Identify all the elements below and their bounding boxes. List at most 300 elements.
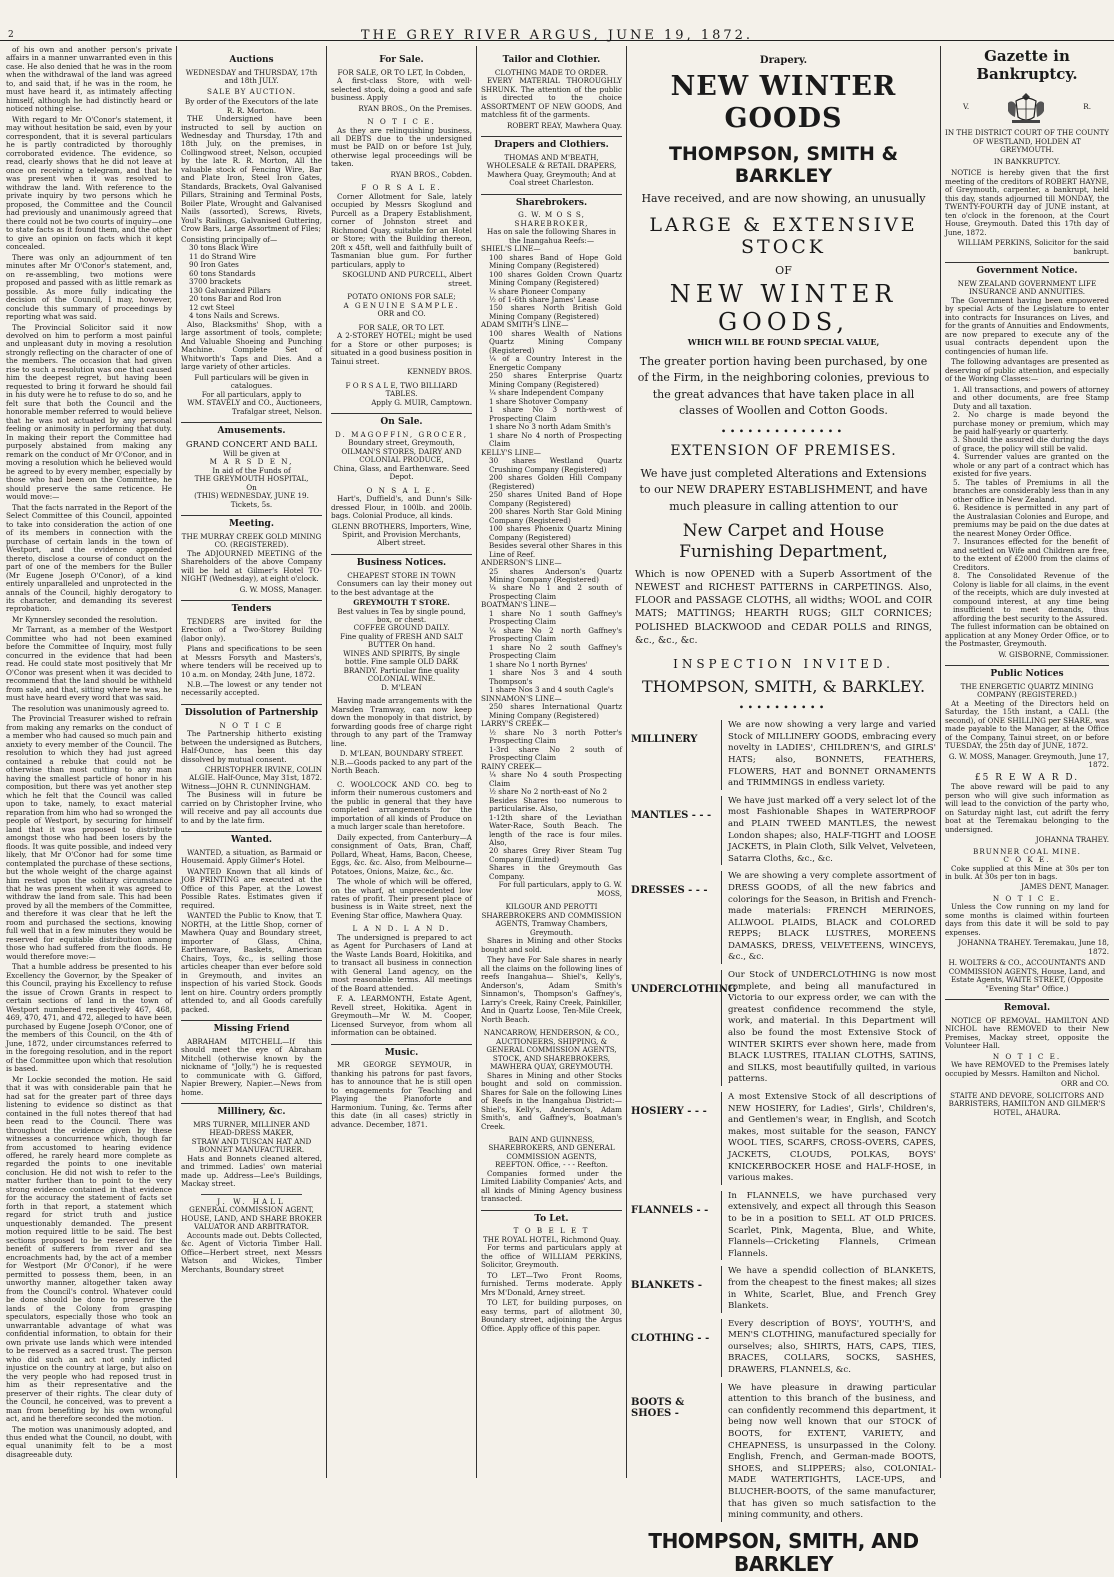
sale-signed: Apply G. MUIR, Camptown. bbox=[371, 397, 472, 407]
department-text: A most Extensive Stock of all descriptions of NEW HOSIERY, for Ladies', Girls', Children's, and Gentlemen's wear, in English, and Scotch makes, most suitable for the season, FANCY WOOL TIES, SCARFS, CROSS-OVERS, CAPES, JACKETS, CLOUDS, POLKAS, BOYS' KNICKERBOCKER HOSE and HALF-HOSE, in various makes. bbox=[721, 1092, 936, 1185]
cow-notice-signed: JOHANNA TRAHEY. Teremakau, June 18, 1872. bbox=[958, 938, 1109, 956]
grocer-goods: OILMAN'S STORES, DAIRY AND COLONIAL PRODUCE, bbox=[341, 446, 462, 465]
moss-intro: Has on sale the following Shares in the Inangahua Reefs:— bbox=[487, 227, 616, 245]
share-item: 30 shares Westland Quartz Crushing Company (Registered) bbox=[489, 456, 622, 474]
insurance-body: The following advantages are presented as deserving of public attention, and especially of the Working Classes:— bbox=[945, 357, 1109, 384]
share-item: 100 shares Golden Crown Quartz Mining Company (Registered) bbox=[489, 269, 622, 288]
carpet-paragraph: Which is now OPENED with a Superb Assortment of the NEWEST and RICHEST PATTERNS in CARPETINGS. Also, FLOOR and PASSAGE CLOTHS, all widths; WOOL and COIR MATS; MATTINGS; HEARTH RUGS; GILT CORNICES; POLISHED BLACKWOOD and CEDAR POLLS and RINGS, &c., &c., &c. bbox=[635, 568, 932, 647]
share-item: 1 share Nos 3 and 4 south Thompson's bbox=[489, 668, 622, 686]
column-council-report bbox=[6, 46, 172, 1478]
auction-ad bbox=[181, 69, 322, 416]
share-item: 200 shares Golden Hill Company (Registered) bbox=[489, 473, 622, 491]
wanted-ads bbox=[181, 849, 322, 1014]
section-heading-business: Business Notices. bbox=[331, 554, 472, 569]
auction-title: SALE BY AUCTION. bbox=[207, 86, 296, 96]
sale-title: FOR SALE, OR TO LET. bbox=[358, 322, 445, 332]
report-paragraph: Mr Lockie seconded the motion. He said that it was with considerable pain that he had sat for the greater part of three days listening to evidence so distinct as that contained in the full notes thereof that had been read to the Council. There was throughout the evidence given by these witnesses a concurrence which, though far from accustomed to hearing evidence offered, he rarely heard more complete as regarded the points to one inevitable conclusion. He did not wish to refer to the matter further than to point to the very strong evidence contained in that evidence for the accuracy the statement of facts set forth in that report, a statement which regard for strict truth and justice unquestionably demanded. The present motion required little to be said. The best sections proposed to be reserved for the benefit of sufferers from river and sea encroachments had, by the act of a member for Westport (Mr O'Conor), if he were permitted to possess them, been, in an unworthy manner, altogether taken away from the Council's control. Whatever could be done should be done to preserve the lands of the Colony from grasping speculators, especially those who took an unwarrantable advantage of what was confidential information, to obtain for their own private use lands which were intended to be reserved as a sacred trust. The person who did such an act not only inflicted injustice on the country at large, but also on the very people who had reposed trust in him as their representative and the preserver of their rights. The clear duty of the Council, he conceived, was to prevent a man from benefiting by his own wrongful act, and he therefore seconded the motion. bbox=[6, 1074, 172, 1424]
sale-signed: KENNEDY BROS. bbox=[407, 367, 472, 377]
wanted-ad: WANTED, a situation, as Barmaid or Housemaid. Apply Gilmer's Hotel. bbox=[181, 848, 322, 866]
tenders-body: Plans and specifications to be seen at Messrs Forsyth and Masters's, where tenders will be received up to 10 a.m. on Monday, 24th June, 1872. bbox=[181, 644, 322, 679]
advantage-item: 5. The tables of Premiums in all the branches are considerably less than in any other office in New Zealand. bbox=[953, 477, 1109, 504]
kilgour-body: They have For Sale shares in nearly all the claims on the following lines of reefs Inangahua— Shiel's, Kelly's, Anderson's, Adam Smith's Sinnamon's, Thompson's Gaffney's, Larry's Creek, Rainy Creek, Painkiller, And in Quartz Loose, Ten-Mile Creek, North Beach. bbox=[481, 955, 622, 1024]
share-item: 20 shares Grey River Steam Tug Company (Limited) bbox=[489, 846, 622, 864]
carpet-department: New Carpet and House Furnishing Department, bbox=[679, 521, 888, 562]
share-item: ½ of 1-6th share James' Lease bbox=[489, 295, 599, 304]
newspaper-title: THE GREY RIVER ARGUS, JUNE 19, 1872. bbox=[360, 28, 754, 43]
department-row bbox=[631, 871, 936, 964]
department-text: We have pleasure in drawing particular attention to this branch of the business, and can confidently recommend this department, it being now well known that our STOCK of BOOTS, for EXTENT, VARIETY, and CHEAPNESS, is unsurpassed in the Colony. English, French, and German-made BOOTS, SHOES, and SLIPPERS; also, COLONIAL-MADE WATERTIGHTS, LACE-UPS, and BLUCHER-BOOTS, of the same manufacturer, that has given so much satisfaction to the mining community, and others. bbox=[721, 1383, 936, 1522]
to-let-ad: TO LET—Two Front Rooms, furnished. Terms moderate. Apply Mrs M'Donald, Arney street. bbox=[481, 1270, 622, 1297]
firm-name-2: THOMPSON, SMITH, & BARKLEY. bbox=[641, 676, 926, 696]
wolters-ad: H. WOLTERS & CO., ACCOUNTANTS AND COMMISSION AGENTS, House, Land, and Estate Agents, WAITE STREET, (Opposite "Evening Star" Office.) bbox=[948, 958, 1106, 993]
dissolution-witness: Witness—JOHN R. CUNNINGHAM. bbox=[181, 781, 311, 791]
notice-signed: RYAN BROS., Cobden. bbox=[390, 169, 472, 179]
section-heading-government: Government Notice. bbox=[945, 262, 1109, 277]
department-label: MANTLES - - - bbox=[631, 809, 712, 821]
column-rule bbox=[940, 46, 941, 1478]
section-heading-auctions: Auctions bbox=[229, 55, 274, 65]
section-heading-amusements: Amusements. bbox=[181, 422, 322, 437]
column-rule bbox=[326, 46, 327, 1478]
department-label: MILLINERY bbox=[631, 734, 698, 746]
section-heading-wanted: Wanted. bbox=[181, 831, 322, 846]
crest-letter: R. bbox=[1083, 102, 1091, 112]
share-item: 250 shares United Band of Hope Company (Registered) bbox=[489, 490, 622, 508]
sale-ad bbox=[331, 324, 472, 377]
store-body: Consumers can lay their money out to the best advantage at the bbox=[331, 579, 472, 597]
sale-title: POTATO ONIONS FOR SALE; bbox=[347, 292, 456, 302]
intro-line: Have received, and are now showing, an unusually bbox=[641, 192, 926, 206]
tailor-signed: ROBERT REAY, Mawhera Quay. bbox=[506, 120, 622, 130]
section-heading-to-let: To Let. bbox=[481, 1210, 622, 1225]
energetic-body: At a Meeting of the Directors held on Saturday, the 15th instant, a CALL (the second), of ONE SHILLING per SHARE, was made payable to the Manager, at the Office of the Company, Tainui street, on or before TUESDAY, the 25th day of JUNE, 1872. bbox=[945, 698, 1109, 751]
column-drapery bbox=[631, 46, 936, 1577]
special-value-line: WHICH WILL BE FOUND SPECIAL VALUE, bbox=[687, 337, 880, 348]
column-gazette bbox=[945, 46, 1109, 1478]
share-item: 1 share No 3 north Adam Smith's bbox=[489, 422, 611, 432]
court-name: IN THE DISTRICT COURT OF THE COUNTY OF WESTLAND, HOLDEN AT GREYMOUTH. bbox=[945, 128, 1110, 155]
meeting-ad bbox=[181, 533, 322, 594]
department-listing bbox=[631, 720, 936, 1522]
divider bbox=[201, 1194, 302, 1195]
dissolution-signed: CHRISTOPHER IRVINE, COLIN ALGIE. Half-Ounce, May 31st, 1872. bbox=[189, 765, 322, 783]
share-line-title: BOATMAN'S LINE— bbox=[481, 600, 557, 610]
flour-ad bbox=[331, 487, 472, 548]
advantage-item: 2. No charge is made beyond the purchase money or premium, which may be paid half-yearly or quarterly. bbox=[953, 410, 1109, 436]
bain-body: Companies formed under the Limited Liability Companies' Acts, and all kinds of Mining Agency business transacted. bbox=[481, 1168, 622, 1204]
insurance-body: The fullest information can be obtained on application at any Money Order Office, or to the Postmaster, Greymouth. bbox=[945, 622, 1109, 649]
department-text: We have just marked off a very select lot of the most Fashionable Shapes in WATERPROOF and PLAIN TWEED MANTLES, the newest London shapes; also, HALF-TIGHT and LOOSE JACKETS, in Plain Cloth, Silk Velvet, Velveteen, Satarra Cloths, &c., &c. bbox=[721, 796, 936, 866]
music-ad: MR GEORGE SEYMOUR, in thanking his patrons for past favors, has to announce that he is still open to engagements for Teaching and Playing the Pianoforte and Harmonium. Tuning, &c. Terms after this date (in all cases) strictly in advance. December, 1871. bbox=[331, 1060, 472, 1129]
share-line-title: LARRY'S CREEK— bbox=[481, 719, 550, 729]
nancarrow-name: NANCARROW, HENDERSON, & CO., AUCTIONEERS, SHIPPING, & GENERAL COMMISSION AGENTS, STOCK, AND SHAREBROKERS, bbox=[483, 1028, 620, 1063]
department-text: Every description of BOYS', YOUTH'S, and MEN'S CLOTHING, manufactured specially for ourselves; also, SHIRTS, HATS, CAPS, TIES, BRACES, COLLARS, SOCKS, SASHES, DRAWERS, FLANNELS, &c. bbox=[721, 1319, 936, 1377]
to-let-body: For terms and particulars apply at the office of WILLIAM PERKINS, Solicitor, Greymouth. bbox=[481, 1243, 622, 1270]
department-row bbox=[631, 1191, 936, 1261]
share-item: Shares in the Greymouth Gas Company. bbox=[489, 863, 622, 881]
missing-friend-ad: ABRAHAM MITCHELL—If this should meet the eye of Abraham Mitchell (otherwise known by the nickname of "Jolly,") he is requested to communicate with G. Gifford, Napier Brewery, Napier.—News from home. bbox=[181, 1036, 322, 1097]
extension-paragraph: We have just completed Alterations and Extensions to our NEW DRAPERY ESTABLISHMENT, and have much pleasure in calling attention to our bbox=[639, 466, 928, 513]
department-label: BOOTS & SHOES - bbox=[631, 1396, 685, 1420]
share-item: ¼ share No 2 north Gaffney's Prospecting Claim bbox=[489, 625, 622, 644]
grocer-ad bbox=[331, 431, 472, 482]
department-text: Our Stock of UNDERCLOTHING is now most complete, and being all manufactured in Victoria to our express order, we can with the greatest confidence recommend the style, work, and material. In this Department will also be found the most Extensive Stock of WINTER SKIRTS ever shown here, made from BLACK LUSTRES, ITALIAN CLOTHS, SATINS, and SILKS, most beautifully quilted, in various patterns. bbox=[721, 970, 936, 1086]
auction-item: 60 tons Standards bbox=[189, 268, 256, 278]
notice-title: N O T I C E. bbox=[367, 117, 436, 127]
advantage-item: 1. All transactions, and powers of attorney and other documents, are free Stamp Duty and all taxation. bbox=[953, 384, 1109, 411]
bain-ad bbox=[481, 1136, 622, 1204]
share-item: 1 share No 1 north Byrnes' bbox=[489, 659, 588, 669]
share-item: 1-12th share of the Leviathan Water-Race, South Beach. The length of the race is four miles. Also, bbox=[489, 812, 622, 847]
tailor-ad bbox=[481, 69, 622, 130]
auction-item: 11 do Strand Wire bbox=[189, 251, 256, 261]
department-text: We are now showing a very large and varied Stock of MILLINERY GOODS, embracing every novelty in LADIES', CHILDREN'S, and GIRLS' HATS; also, BONNETS, FEATHERS, FLOWERS, HAT and BONNET ORNAMENTS and TRIMMINGS in endless variety. bbox=[721, 720, 936, 790]
ornament: ∙∙∙∙∙∙∙∙∙∙∙∙∙∙ bbox=[721, 425, 846, 437]
section-heading-tenders: Tenders bbox=[181, 600, 322, 615]
sale-title: F O R S A L E. bbox=[361, 183, 442, 193]
headline-new-winter-goods-2: NEW WINTER GOODS, bbox=[669, 279, 898, 336]
bankruptcy-notice bbox=[945, 129, 1109, 256]
section-heading-dissolution: Dissolution of Partnership bbox=[181, 704, 322, 719]
sale-body: A first-class Store, with well-selected stock, doing a good and safe business. Apply bbox=[331, 76, 472, 103]
wanted-ad: WANTED the Public to Know, that T. NORTH, at the Little Shop, corner of Mawhera Quay and Boundary street, importer of Glass, China, Earthenware, Baskets, American Chairs, Toys, &c., is selling those articles cheaper than ever before sold in Greymouth, and invites an inspection of his varied Stock. Goods lent on hire. Country orders promptly attended to, and all Goods carefully packed. bbox=[181, 911, 322, 1014]
concert-ad bbox=[181, 440, 322, 509]
notice-body: As they are relinquishing business, all DEBTS due to the undersigned must be PAID on or before 1st July, otherwise legal proceedings will be taken. bbox=[331, 125, 472, 169]
notice-title: N O T I C E. bbox=[992, 893, 1062, 903]
share-item: ¼ share Pioneer Company bbox=[489, 286, 586, 296]
page-number: 2 bbox=[8, 30, 14, 40]
concert-venue: M A R S D E N, bbox=[209, 457, 294, 467]
removal-body: We have REMOVED to the Premises lately occupied by Messrs. Hamilton and Nichol. bbox=[945, 1060, 1109, 1078]
share-item: 1 share No 3 north-west of Prospecting Claim bbox=[489, 405, 622, 423]
government-notice bbox=[945, 280, 1109, 659]
share-item: 250 shares Enterprise Quartz Mining Company (Registered) bbox=[489, 371, 622, 389]
woolcock-body: The whole of which will be offered, on the wharf, at unprecedented low rates of profit. Their present place of business is in Waite street, next the Evening Star office, Mawhera Quay. bbox=[331, 877, 472, 920]
department-label: HOSIERY - - - bbox=[631, 1106, 707, 1117]
drapers-name: THOMAS AND M'BEATH, WHOLESALE & RETAIL DRAPERS, bbox=[486, 152, 617, 171]
sale-body: Hart's, Duffield's, and Dunn's Silk-dressed Flour, in 100lb. and 200lb. bags. Colonial Produce, all kinds. bbox=[331, 494, 472, 521]
milliner-trade: STRAW AND TUSCAN HAT AND BONNET MANUFACTURER. bbox=[191, 1136, 312, 1155]
share-item: 1 share No 1 south Gaffney's Prospecting Claim bbox=[489, 608, 622, 627]
auction-apply: For all particulars, apply to bbox=[201, 389, 302, 399]
column-for-sale bbox=[331, 46, 472, 1478]
sale-signed: RYAN BROS., On the Premises. bbox=[358, 103, 472, 113]
concert-tickets: Tickets, 5s. bbox=[230, 499, 273, 509]
tenders-ad bbox=[181, 618, 322, 698]
footer-firm-name: THOMPSON, SMITH, AND BARKLEY bbox=[648, 1528, 919, 1577]
sale-ad bbox=[331, 184, 472, 288]
department-row bbox=[631, 1092, 936, 1185]
bankruptcy-signed: WILLIAM PERKINS, Solicitor for the said bankrupt. bbox=[957, 238, 1109, 256]
advantage-item: 7. Insurances effected for the benefit of and settled on Wife and Children are free, to the extent of £2000 from the claims of Creditors. bbox=[953, 537, 1109, 572]
share-line-title: ANDERSON'S LINE— bbox=[481, 558, 562, 568]
section-heading-millinery: Millinery, &c. bbox=[181, 1103, 322, 1118]
column-auctions bbox=[181, 46, 322, 1478]
section-heading-drapery: Drapery. bbox=[759, 55, 808, 66]
to-let-ad: TO LET, for building purposes, on easy terms, part of allotment 30, Boundary street, adjoining the Argus Office. Apply office of this paper. bbox=[481, 1298, 622, 1333]
masthead bbox=[0, 0, 1114, 41]
t-store-ad bbox=[331, 572, 472, 693]
dissolution-body: The Partnership hitherto existing between the undersigned as Butchers, Half-Ounce, has been this day dissolved by mutual consent. bbox=[181, 729, 322, 764]
kilgour-ad bbox=[481, 903, 622, 1024]
sale-signed: ORR and CO. bbox=[377, 309, 426, 319]
report-paragraph: The Provincial Solicitor said it now devolved on him to perform a most painful and unpleasant duty in moving a resolution strongly reflecting on the character of one of the members. The occasion that had given rise to such a resolution was one that caused him the deepest regret, but having been requested to bring it forward he should fail in his duty were he to refuse to do so, and he felt sure that both the Council and the honorable member referred to would believe that he was not actuated by any personal feeling or animosity in performing that duty. In making their report the Committee had purposely abstained from making any remark on the conduct of Mr O'Conor, and in moving a resolution which he believed would be agreed to by every member, especially by those who had been on the Committee, he should preserve the same reticence. He would move:— bbox=[6, 322, 172, 502]
land-ad bbox=[331, 925, 472, 1037]
advantage-item: 3. Should the assured die during the days of grace, the policy will still be valid. bbox=[953, 435, 1109, 453]
share-line-items bbox=[481, 771, 622, 881]
tailor-title: CLOTHING MADE TO ORDER. bbox=[494, 67, 609, 77]
auction-items bbox=[181, 244, 322, 320]
potato-ad bbox=[331, 293, 472, 318]
reward-title: £5 R E W A R D. bbox=[974, 772, 1080, 783]
section-heading-meeting: Meeting. bbox=[181, 515, 322, 530]
department-row bbox=[631, 1319, 936, 1377]
reward-signed: JOHANNA TRAHEY. bbox=[1035, 835, 1109, 845]
store-line: Best values in Tea by single pound, box, or chest. bbox=[337, 606, 466, 624]
auction-body: THE Undersigned have been instructed to sell by auction on Wednesday and Thursday, 17th and 18th July, on the premises, in Collingwood street, Nelson, occupied by the late R. R. Morton, All the valuable stock of Fencing Wire, Bar and Plate Iron, Steel Iron Gates, Standards, Brackets, Oval Galvanised Pillars, Straining and Terminal Posts, Boiler Plate, Wrought and Galvanised Nails (assorted), Screws, Rivets, Youl's Railings, Galvanised Guttering, Crow Bars, Large Assortment of Files; bbox=[181, 114, 322, 234]
grocer-address: Boundary street, Greymouth, bbox=[348, 438, 455, 448]
coal-mine-title: BRUNNER COAL MINE. bbox=[973, 846, 1081, 856]
column-rule bbox=[626, 46, 627, 1478]
share-item: 1 share No 2 south Gaffney's Prospecting Claim bbox=[489, 642, 622, 661]
insurance-signed: W. GISBORNE, Commissioner. bbox=[998, 649, 1109, 659]
energetic-title: THE ENERGETIC QUARTZ MINING COMPANY (REGISTERED.) bbox=[960, 681, 1094, 700]
auction-order: By order of the Executors of the late R. R. Morton. bbox=[184, 97, 319, 115]
energetic-signed: G. W. MOSS, Manager. Greymouth, June 17, 1872. bbox=[948, 751, 1109, 770]
share-line-title: SINNAMON'S LINE— bbox=[481, 693, 562, 703]
share-item: 100 shares Band of Hope Gold Mining Company (Registered) bbox=[489, 252, 622, 271]
auction-item: 12 cwt Steel bbox=[189, 302, 235, 312]
report-paragraph: That the facts narrated in the Report of the Select Committee of this Council, appointed to take into consideration the action of one of its members in connection with the purchase of certain lands in the town of Westport, and the evidence appended thereto, disclose a course of conduct on the part of one of the members for the Buller (Mr Eugene Joseph O'Conor), of a kind entirely unparalleled and unprotected in the annals of the Council, highly derogatory to its character, and demanding its severest reprobation. bbox=[6, 502, 172, 614]
share-line-title: RAINY CREEK— bbox=[481, 761, 542, 771]
auction-item: 20 tons Bar and Rod Iron bbox=[189, 294, 282, 304]
section-heading-tailor: Tailor and Clothier. bbox=[502, 55, 601, 65]
sale-signed: GLENN BROTHERS, Importers, Wine, Spirit, and Provision Merchants, Albert street. bbox=[331, 521, 472, 548]
moss-name: G. W. M O S S, SHAREBROKER, bbox=[514, 210, 589, 228]
report-paragraph: With regard to Mr O'Conor's statement, it may without hesitation be said, even by your correspondent, that it is several particulars he is partly contradicted by thoroughly corroborated evidence. The evidence, so read, clearly shows that he did not leave at once on receiving a telegram, and that he was present when it was resolved to withdraw the land. With reference to the private inquiry by two persons which he proposed, the Committee and the Council had previously and unanimously agreed that there could not be two courts of inquiry—one to state facts as it found them, and the other to give an opinion on facts which it kept concealed. bbox=[6, 114, 172, 252]
concert-beneficiary: THE GREYMOUTH HOSPITAL, bbox=[194, 474, 309, 484]
sale-body: A 2-STOREY HOTEL; might be used for a Store or other purposes; is situated in a good business position in Tainui street. bbox=[331, 331, 472, 366]
land-title: L A N D. L A N D. bbox=[352, 924, 451, 934]
sale-ad bbox=[331, 69, 472, 113]
share-item: 100 shares Wealth of Nations Quartz Mining Company (Registered) bbox=[489, 328, 622, 355]
report-paragraph: The motion was unanimously adopted, and thus ended what the Council, no doubt, with equal unanimity felt to be a most disagreeable duty. bbox=[6, 1424, 172, 1459]
advantage-item: 8. The Consolidated Revenue of the Colony is liable for all claims, in the event of the receipts, which are duly invested at compound interest, at any time being insufficient to meet demands, thus affording the best security to the Assured. bbox=[953, 571, 1109, 623]
bain-address: REEFTON. Office, - - - Reefton. bbox=[495, 1160, 608, 1170]
insurance-title: NEW ZEALAND GOVERNMENT LIFE INSURANCE AND ANNUITIES. bbox=[957, 278, 1097, 297]
notice-title: N O T I C E. bbox=[992, 1051, 1062, 1061]
auction-consisting: Consisting principally of— bbox=[181, 234, 278, 244]
nancarrow-body: Shares in Mining and other Stocks bought and sold on commission. Shares for Sale on the following Lines of Reefs in the Inangahua District:—Shiel's, Kelly's, Anderson's, Adam Smith's, and Gaffney's, Boatman's Creek. bbox=[481, 1070, 622, 1131]
royal-crest bbox=[945, 85, 1109, 129]
of-line: OF bbox=[775, 263, 792, 277]
department-label: DRESSES - - - bbox=[631, 885, 708, 897]
sale-title: FOR SALE, OR TO LET, In Cobden, bbox=[337, 67, 466, 77]
department-text: We are showing a very complete assortment of DRESS GOODS, of all the new fabrics and colorings for the Season, in British and French-made materials: FRENCH MERINOES, ALLWOOL PLAIDS, BLACK and COLORED REPPS; BLACK LUSTRES, MOREENS DAMASKS, DRESS, VELVETEENS, WINCEYS, &c., &c. bbox=[721, 871, 936, 964]
woolcock-ad bbox=[331, 781, 472, 921]
report-paragraph: Mr Tarrant, as a member of the Westport Committee who had not been examined before the Committee of Inquiry, most fully concurred in the evidence that had been read. He could state most positively that Mr O'Conor was present when it was decided to recommend that the land should be withheld from sale, and that, sitting where he was, he must have heard every word that was said. bbox=[6, 625, 172, 703]
crest-icon bbox=[1004, 89, 1048, 125]
concert-line: Will be given at bbox=[223, 448, 280, 458]
store-line: WINES AND SPIRITS, By single bottle. Fine sample OLD DARK BRANDY. Particular fine quality COLONIAL WINE. bbox=[343, 648, 460, 684]
milliner-body: Hats and Bonnets cleaned altered, and trimmed. Ladies' own material made up. Address—Lee's Buildings, Mackay street. bbox=[181, 1153, 322, 1189]
concert-date: (THIS) WEDNESDAY, JUNE 19. bbox=[194, 491, 309, 501]
auction-full: Full particulars will be given in catalogues. bbox=[194, 372, 309, 391]
notice-ad bbox=[331, 118, 472, 179]
share-line-title: KELLY'S LINE— bbox=[481, 447, 541, 457]
section-heading-sharebrokers: Sharebrokers. bbox=[481, 194, 622, 209]
bain-name: BAIN AND GUINNESS, SHAREBROKERS, AND GENERAL COMMISSION AGENTS, bbox=[488, 1134, 615, 1161]
share-item: 1 share No 4 north of Prospecting Claim bbox=[489, 430, 622, 449]
dissolution-ad bbox=[181, 722, 322, 826]
sale-body: A GENUINE SAMPLE. bbox=[343, 300, 460, 310]
share-line-items bbox=[481, 254, 622, 322]
store-line: COFFEE GROUND DAILY. bbox=[353, 623, 450, 633]
store-signed: D. M'LEAN bbox=[381, 682, 422, 692]
report-paragraph: The resolution was unanimously agreed to. bbox=[12, 703, 170, 713]
section-heading-drapers: Drapers and Clothiers. bbox=[481, 136, 622, 151]
extension-heading: EXTENSION OF PREMISES. bbox=[670, 443, 897, 460]
share-item: 250 shares International Quartz Mining Company (Registered) bbox=[489, 702, 622, 720]
auction-item: 30 tons Black Wire bbox=[189, 243, 259, 253]
share-item: ¼ share No 1 and 2 south of Prospecting Claim bbox=[489, 583, 622, 601]
sale-body: Corner Allotment for Sale, lately occupied by Messrs Skoglund and Purcell as a Drapery Establishment, corner of Johnston street and Richmond Quay, suitable for an Hotel or Store; with the Building thereon, 20ft x 45ft, well and faithfully built of Tasmanian blue gum. For further particulars, apply to bbox=[331, 191, 472, 269]
column-sharebrokers bbox=[481, 46, 622, 1478]
stock-line: LARGE & EXTENSIVE STOCK bbox=[649, 213, 918, 259]
firm-name: THOMPSON, SMITH & BARKLEY bbox=[668, 142, 899, 187]
share-item: 150 shares North British Gold Mining Company (Registered) bbox=[489, 303, 622, 321]
tramway-note: N.B.—Goods packed to any part of the North Beach. bbox=[331, 757, 472, 776]
advantage-item: 6. Residence is permitted in any part of the Australasian Colonies and Europe, and premiums may be paid on the due dates at the nearest Money Order Office. bbox=[953, 503, 1109, 538]
auction-item: 3700 brackets bbox=[189, 277, 242, 287]
solicitors-ad: STAITE AND DEVORE, SOLICITORS AND BARRISTERS, HAMILTON AND GILMER'S HOTEL, AHAURA. bbox=[948, 1090, 1106, 1117]
ornament: ∙∙∙∙∙∙∙∙∙∙ bbox=[738, 702, 829, 714]
grocer-name: D. MAGOFFIN, GROCER, bbox=[335, 429, 468, 439]
share-line-title: ADAM SMITH'S LINE— bbox=[481, 320, 569, 330]
tenders-body: TENDERS are invited for the Erection of a Two-Storey Building (labor only). bbox=[181, 616, 322, 643]
sale-signed: SKOGLUND AND PURCELL, Albert street. bbox=[342, 270, 472, 288]
insurance-advantages bbox=[945, 386, 1109, 624]
share-item: ½ share No 2 north-east of No 2 bbox=[489, 787, 608, 797]
tramway-body: Having made arrangements with the Marsden Tramway, can now keep down the monopoly in that district, by forwarding goods free of charge right through to any part of the Tramway line. bbox=[331, 696, 472, 748]
department-row bbox=[631, 796, 936, 866]
share-line-items bbox=[481, 610, 622, 695]
share-item: 1 share Shotover Company bbox=[489, 396, 588, 406]
public-notices bbox=[945, 683, 1109, 994]
headline-new-winter-goods: NEW WINTER GOODS bbox=[670, 70, 897, 134]
removal-signed: ORR and CO. bbox=[1060, 1079, 1109, 1089]
section-heading-for-sale: For Sale. bbox=[379, 55, 424, 65]
report-paragraph: of his own and another person's private affairs in a manner unwarranted even in this case. He also denied that he was in the room when the withdrawal of the land was agreed to, and said that, if he was in the room, he must have heard it, as intimately affecting himself, although he had distinctly heard or noticed nothing else. bbox=[6, 45, 172, 114]
share-item: 100 shares Phoenix Quartz Mining Company (Registered) bbox=[489, 524, 622, 542]
section-heading-on-sale: On Sale. bbox=[331, 413, 472, 428]
section-heading-music: Music. bbox=[331, 1044, 472, 1059]
share-line-items bbox=[481, 330, 622, 449]
department-text: We have a spendid collection of BLANKETS, from the cheapest to the finest makes; all sizes in White, Scarlet, Blue, and French Grey Blankets. bbox=[721, 1266, 936, 1312]
coke-signed: JAMES DENT, Manager. bbox=[1021, 882, 1109, 892]
millinery-ad bbox=[181, 1121, 322, 1189]
hall-ad bbox=[181, 1198, 322, 1274]
report-paragraph: There was only an adjournment of ten minutes after Mr O'Conor's statement, and, on re-assembling, two motions were proposed and passed with as little remark as possible. As more fully indicating the decision of the Council, I may, however, conclude this summary of proceedings by reporting what was said. bbox=[6, 252, 172, 322]
department-row bbox=[631, 720, 936, 790]
section-heading-public-notices: Public Notices bbox=[945, 665, 1109, 680]
auction-item: 130 Galvanized Pillars bbox=[189, 285, 271, 295]
nancarrow-address: MAWHERA QUAY, GREYMOUTH. bbox=[490, 1062, 613, 1072]
share-item: ¼ share No 4 south Prospecting Claim bbox=[489, 770, 622, 788]
department-text: In FLANNELS, we have purchased very extensively, and expect all through this Season to be in a position to SELL AT OLD PRICES. Scarlet, Pink, Magenta, Blue, and White, Flannels—Cricketing Flannels, Crimean Flannels. bbox=[721, 1191, 936, 1261]
share-item: 200 shares North Star Gold Mining Company (Registered) bbox=[489, 507, 622, 525]
department-label: CLOTHING - - bbox=[631, 1332, 710, 1344]
department-row bbox=[631, 1383, 936, 1522]
report-paragraph: The Provincial Treasurer wished to refrain from making any remarks on the conduct of a member who had caused so much pain and anxiety to every member of the Council. The resolution to which they had just agreed contained a rebuke that could not be otherwise than most cutting to any man having the smallest particle of honor in his composition, but there was yet another step which he felt that the Council was called upon to take, namely, to exact material reparation from him who had so wronged the people of Westport, by securing for himself land that it was proposed to distribute amongst those who had been losers by the floods. It was quite possible, and indeed very likely, that Mr O'Conor had for some time contemplated the purchase of these sections, but the whole weight of the charge against him rested upon the solitary circumstance that he was present when it was agreed to withdraw the land from sale. This had been proved by all the members of the Committee, and therefore it was clear that he left the room and purchased the sections, knowing full well that in a few minutes they would be reserved for equitable distribution among those who had suffered from the floods. He would therefore move:— bbox=[6, 714, 172, 961]
tramway-ad bbox=[331, 697, 472, 775]
auction-item: 90 Iron Gates bbox=[189, 260, 239, 270]
share-item: 1 share Nos 3 and 4 south Cagle's bbox=[489, 685, 614, 695]
tenders-note: N.B.—The lowest or any tender not necessarily accepted. bbox=[181, 680, 322, 698]
report-paragraph: Mr Kynnersley seconded the resolution. bbox=[12, 614, 158, 624]
sale-title: O N S A L E. bbox=[366, 485, 437, 495]
dissolution-note: The Business will in future be carried on by Christopher Irvine, who will receive and pay all accounts due to and by the late firm. bbox=[181, 790, 322, 825]
coke-body: Coke supplied at this Mine at 30s per ton in bulk. At 30s per ton in bags. bbox=[945, 863, 1109, 881]
purchase-paragraph: The greater portion having been purchased, by one of the Firm, in the neighboring colonies, previous to the great advances that have taken place in all classes of Woollen and Cotton Goods. bbox=[637, 354, 930, 418]
woolcock-body: C. WOOLCOCK AND CO. beg to inform their numerous customers and the public in general that they have completed arrangements for the importation of all kinds of Produce on a much larger scale than heretofore. bbox=[331, 779, 472, 832]
notice-title: N O T I C E bbox=[219, 720, 284, 730]
to-let-hotel: THE ROYAL HOTEL, Richmond Quay. bbox=[482, 1234, 621, 1244]
column-rule bbox=[176, 46, 177, 1478]
department-row bbox=[631, 1266, 936, 1312]
drapers-address: Mawhera Quay, Greymouth; And at Coal street Charleston. bbox=[487, 169, 616, 188]
report-paragraph: That a humble address be presented to his Excellency the Governor, by the Speaker of this Council, praying his Excellency to refuse the issue of Crown Grants in respect to certain sections of land in the town of Westport numbered respectively 467, 468, 469, 470, 471, and 472, alleged to have been purchased by Eugene Joseph O'Conor, one of the members of this Council, on the 4th of June, 1872, under circumstances referred to in the foregoing resolution, and in the report of the Committee upon which that resolution is based. bbox=[6, 962, 172, 1074]
department-label: FLANNELS - - bbox=[631, 1204, 709, 1216]
store-line: Fine quality of FRESH AND SALT BUTTER On hand. bbox=[340, 631, 463, 650]
concert-line: On bbox=[246, 482, 257, 492]
share-item: ½ share No 3 north Potter's Prospecting Claim bbox=[489, 727, 622, 746]
store-name: GREYMOUTH T STORE. bbox=[353, 598, 450, 608]
share-line-items bbox=[481, 568, 622, 602]
auction-date: WEDNESDAY and THURSDAY, 17th and 18th JULY. bbox=[185, 67, 318, 86]
moss-ad bbox=[481, 211, 622, 898]
hall-name: J. W. HALL bbox=[217, 1196, 286, 1206]
bankruptcy-title: IN BANKRUPTCY. bbox=[993, 156, 1061, 166]
share-item: ¼ of a Country Interest in the Energetic Company bbox=[489, 354, 622, 372]
department-label: BLANKETS - bbox=[631, 1280, 702, 1292]
milliner-name: MRS TURNER, MILLINER AND HEAD-DRESS MAKER, bbox=[193, 1119, 310, 1138]
to-let-title: T O B E L E T bbox=[513, 1226, 590, 1236]
bankruptcy-body: NOTICE is hereby given that the first meeting of the creditors of ROBERT HAYNE, of Greymouth, carpenter, a bankrupt, held this day, stands adjourned till MONDAY, the TWENTY-FOURTH day of JUNE instant, at ten o'clock in the forenoon, at the Court House, Greymouth. Dated this 17th day of June, 1872. bbox=[945, 168, 1109, 237]
reward-body: The above reward will be paid to any person who will give such information as will lead to the conviction of the party who, on Saturday night last, cut adrift the ferry boat at the Teremakau belonging to the undersigned. bbox=[945, 782, 1109, 834]
share-item: Besides Shares too numerous to particularise. Also, bbox=[489, 795, 622, 814]
sale-ad bbox=[331, 382, 472, 407]
share-item: 1-3rd share No 2 south of Prospecting Claim bbox=[489, 744, 622, 763]
hall-body: Accounts made out. Debts Collected, &c. Agent of Victoria Timber Hall. Office—Herbert street, next Messrs Watson and Wickes, Timber Merchants, Boundary street bbox=[181, 1230, 322, 1274]
auction-item: 4 tons Nails and Screws. bbox=[189, 311, 280, 321]
auction-signed: WM. STAVELY and CO., Auctioneers, Trafalgar street, Nelson. bbox=[187, 398, 322, 416]
tailor-body: EVERY MATERIAL THOROUGHLY SHRUNK. The attention of the public is directed to the choice ASSORTMENT OF NEW GOODS, And matchless fit of the garments. bbox=[481, 76, 622, 120]
concert-title: GRAND CONCERT AND BALL bbox=[185, 439, 318, 450]
nancarrow-ad bbox=[481, 1029, 622, 1131]
crest-letter: V. bbox=[963, 102, 970, 112]
hall-trade: GENERAL COMMISSION AGENT, HOUSE, LAND, AND SHARE BROKER VALUATOR AND ARBITRATOR. bbox=[181, 1205, 322, 1232]
cow-notice-body: Unless the Cow running on my land for some months is claimed within fourteen days from this date it will be sold to pay expenses. bbox=[945, 902, 1109, 937]
inspection-invited: INSPECTION INVITED. bbox=[673, 657, 894, 672]
share-line-items bbox=[481, 729, 622, 763]
concert-line: In aid of the Funds of bbox=[212, 465, 291, 475]
advantage-item: 4. Surrender values are granted on the whole or any part of a contract which has existed for five years. bbox=[953, 452, 1109, 479]
wanted-ad: WANTED Known that all kinds of JOB PRINTING are executed at the Office of this Paper, at the Lowest Possible Rates. Estimates given if required. bbox=[181, 866, 322, 910]
section-heading-removal: Removal. bbox=[945, 999, 1109, 1014]
coke-title: C O K E. bbox=[1003, 855, 1051, 865]
land-signed: F. A. LEARMONTH, Estate Agent, Revell street, Hokitika. Agent in Greymouth—Mr W. M. Cooper, Licensed Surveyor, from whom all information can be obtained. bbox=[331, 994, 472, 1038]
